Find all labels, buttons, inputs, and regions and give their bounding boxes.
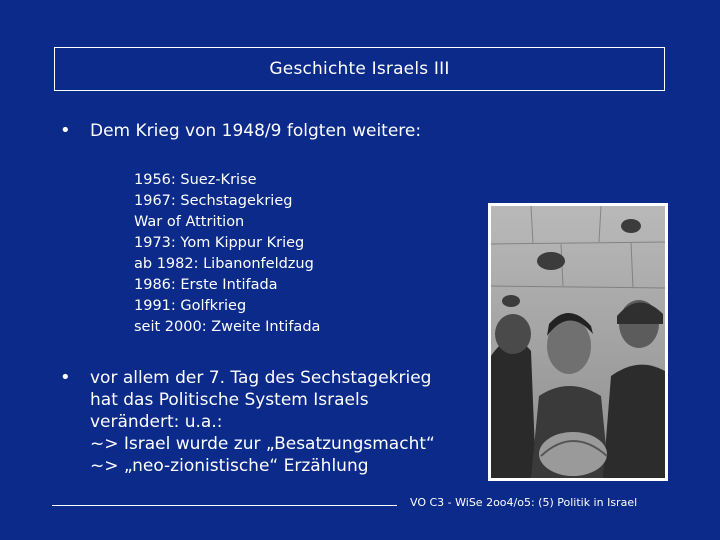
list-item: War of Attrition <box>134 214 245 230</box>
bullet-dot-icon: • <box>60 120 71 141</box>
list-item: 1967: Sechstagekrieg <box>134 193 293 209</box>
bullet-dot-icon: • <box>60 367 71 388</box>
list-item: 1986: Erste Intifada <box>134 277 278 293</box>
bullet-seventh-day <box>60 367 480 477</box>
photo-illustration <box>491 206 665 478</box>
bullet-line: verändert: u.a.: <box>90 412 223 432</box>
slide-title: Geschichte Israels III <box>269 59 450 79</box>
list-item: ab 1982: Libanonfeldzug <box>134 256 314 272</box>
footer-text: VO C3 - WiSe 2oo4/o5: (5) Politik in Israel <box>410 496 638 509</box>
list-item: 1991: Golfkrieg <box>134 298 247 314</box>
bullet-text <box>90 367 435 477</box>
bullet-line: vor allem der 7. Tag des Sechstagekrieg <box>90 368 432 388</box>
bullet-line: ~> Israel wurde zur „Besatzungsmacht“ <box>90 434 435 454</box>
list-item: 1956: Suez-Krise <box>134 172 257 188</box>
bullet-text: Dem Krieg von 1948/9 folgten weitere: <box>90 121 422 141</box>
list-item: 1973: Yom Kippur Krieg <box>134 235 305 251</box>
bullet-line: ~> „neo-zionistische“ Erzählung <box>90 456 369 476</box>
bullet-wars-intro <box>60 120 480 144</box>
bullet-line: hat das Politische System Israels <box>90 390 369 410</box>
paratroopers-western-wall-photo <box>488 203 668 481</box>
list-item: seit 2000: Zweite Intifada <box>134 319 321 335</box>
footer-divider <box>52 505 397 506</box>
slide-title-box <box>54 47 665 91</box>
wars-list <box>134 170 454 338</box>
